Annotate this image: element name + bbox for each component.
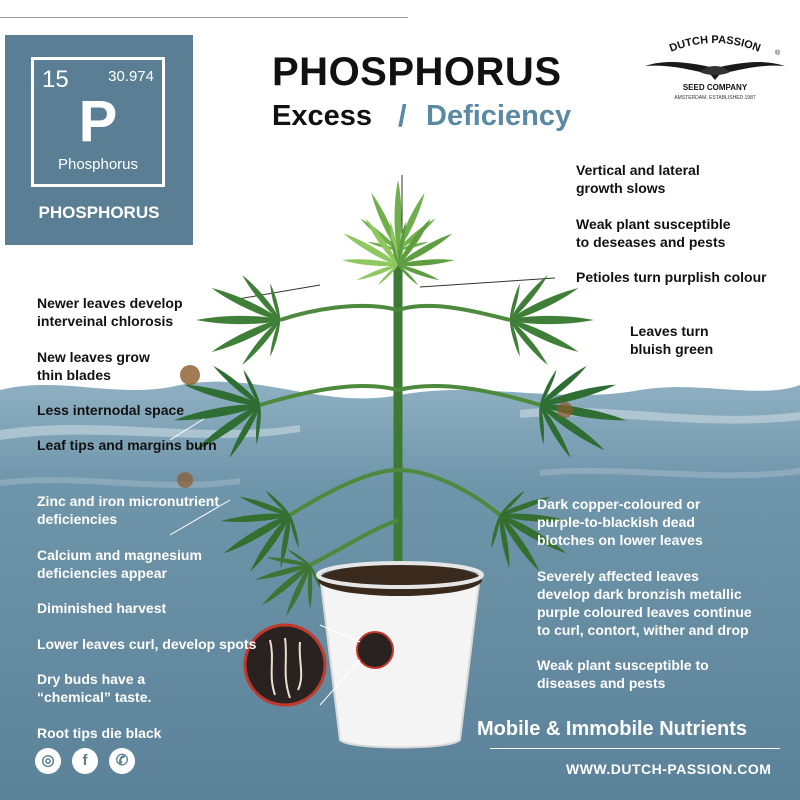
- excess-symptom-6: Calcium and magnesium deficiencies appear: [37, 547, 202, 581]
- top-divider: [0, 17, 408, 18]
- deficiency-symptom-3: Petioles turn purplish colour: [576, 269, 767, 285]
- footer-divider: [490, 748, 780, 749]
- website-link[interactable]: WWW.DUTCH-PASSION.COM: [566, 761, 772, 777]
- element-name: Phosphorus: [57, 156, 139, 173]
- logo-registered: ®: [775, 50, 781, 57]
- plant-illustration: [170, 170, 630, 800]
- element-tile: [5, 35, 193, 245]
- excess-symptom-1: Newer leaves develop interveinal chlorosis: [37, 295, 183, 329]
- instagram-icon[interactable]: ◎: [35, 748, 61, 774]
- page-title: PHOSPHORUS: [272, 50, 562, 94]
- logo-tagline: AMSTERDAM, ESTABLISHED 1987: [674, 95, 756, 101]
- excess-symptom-4: Leaf tips and margins burn: [37, 437, 217, 453]
- dutch-passion-logo: [640, 28, 790, 106]
- atomic-number: 15: [42, 66, 69, 93]
- element-box: [31, 57, 165, 187]
- excess-symptom-10: Root tips die black: [37, 725, 162, 741]
- excess-symptom-3: Less internodal space: [37, 402, 185, 418]
- excess-symptom-9: Dry buds have a “chemical” taste.: [37, 671, 152, 705]
- facebook-icon[interactable]: f: [72, 748, 98, 774]
- mobile-immobile-link[interactable]: Mobile & Immobile Nutrients: [477, 718, 748, 740]
- whatsapp-icon[interactable]: ✆: [109, 748, 135, 774]
- logo-company: SEED COMPANY: [682, 83, 748, 92]
- atomic-mass: 30.974: [108, 68, 154, 85]
- excess-symptom-8: Lower leaves curl, develop spots: [37, 636, 257, 652]
- logo-top-text: DUTCH PASSION: [667, 33, 763, 55]
- element-label: PHOSPHORUS: [38, 203, 160, 222]
- element-symbol: P: [78, 89, 118, 154]
- deficiency-symptom-6: Severely affected leaves develop dark bronzish metallic purple coloured leaves continue to curl, contort, wither and drop: [537, 568, 752, 638]
- excess-symptom-5: Zinc and iron micronutrient deficiencies: [37, 493, 220, 527]
- excess-symptom-7: Diminished harvest: [37, 600, 167, 616]
- deficiency-heading: Deficiency: [426, 100, 572, 132]
- excess-heading: Excess: [272, 100, 372, 132]
- deficiency-symptom-2: Weak plant susceptible to deseases and pests: [576, 216, 731, 250]
- deficiency-symptom-4: Leaves turn bluish green: [630, 323, 714, 357]
- deficiency-symptom-7: Weak plant susceptible to diseases and pests: [537, 657, 709, 691]
- heading-separator: /: [398, 98, 407, 133]
- deficiency-symptom-1: Vertical and lateral growth slows: [576, 162, 700, 196]
- deficiency-symptom-5: Dark copper-coloured or purple-to-blackish dead blotches on lower leaves: [537, 496, 703, 548]
- excess-symptom-2: New leaves grow thin blades: [37, 349, 150, 383]
